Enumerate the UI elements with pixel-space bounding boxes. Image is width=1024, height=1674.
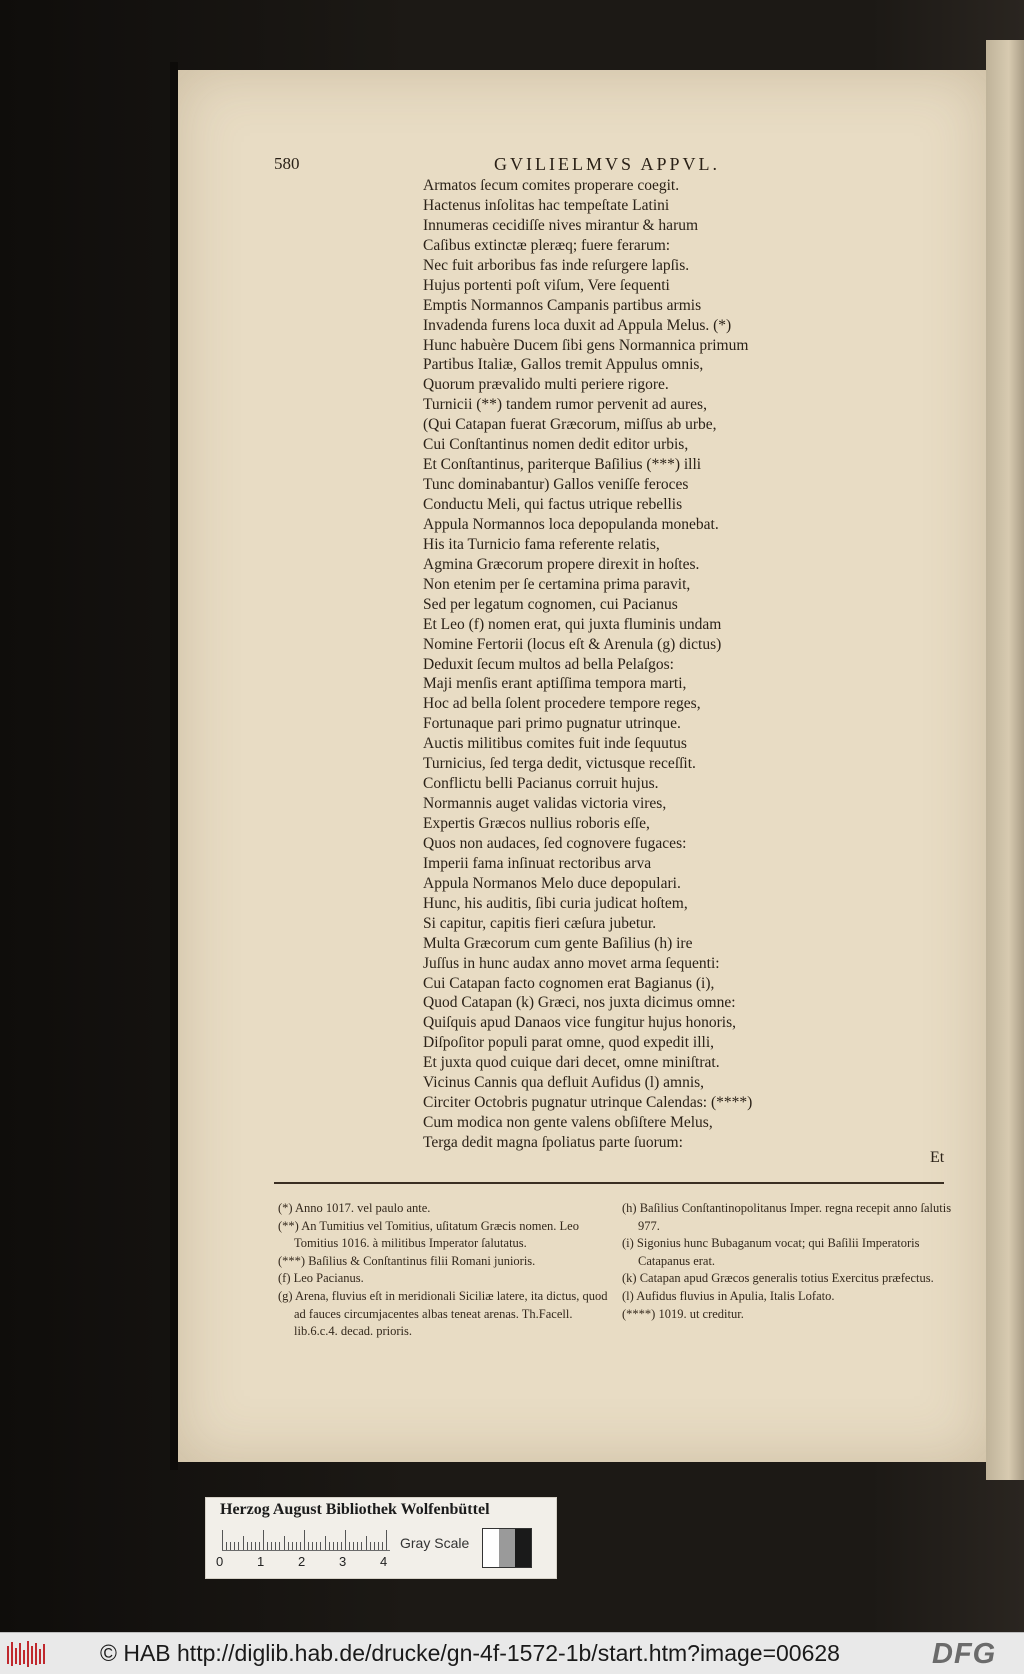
ruler-number: 0: [216, 1554, 224, 1569]
footnote: (l) Aufidus fluvius in Apulia, Italis Lofato.: [622, 1288, 835, 1303]
viewer-footer: [0, 1632, 1024, 1674]
ruler-tick: [292, 1542, 293, 1550]
ruler-tick: [243, 1536, 244, 1550]
ruler-tick: [341, 1542, 342, 1550]
gray-swatch-cell: [499, 1529, 515, 1567]
verse-line: Expertis Græcos nullius roboris eſſe,: [423, 815, 650, 832]
verse-line: Nomine Fertorii (locus eſt & Arenula (g) dictus): [423, 635, 722, 653]
verse-line: Hunc, his auditis, ſibi curia judicat hoſtem,: [423, 894, 688, 912]
verse-line: Hunc habuère Ducem ſibi gens Normannica primum: [423, 336, 749, 354]
facing-page-edge: [986, 40, 1024, 1480]
verse-line: Et Conſtantinus, pariterque Baſilius (***) illi: [423, 456, 702, 474]
ruler-tick: [267, 1542, 268, 1550]
verse-line: Juſſus in hunc audax anno movet arma ſequenti:: [423, 954, 720, 972]
ruler-tick: [279, 1542, 280, 1550]
verse-line: Sed per legatum cognomen, cui Pacianus: [423, 595, 678, 613]
ruler-tick: [345, 1530, 346, 1550]
ruler-tick: [386, 1530, 387, 1550]
ruler-tick: [374, 1542, 375, 1550]
footnote: (k) Catapan apud Græcos generalis totius Exercitus præfectus.: [622, 1271, 934, 1286]
verse-line: Circiter Octobris pugnatur utrinque Calendas: (****): [423, 1094, 753, 1112]
verse-line: Et Leo (f) nomen erat, qui juxta fluminis undam: [423, 615, 722, 633]
gray-swatch-cell: [483, 1529, 499, 1567]
ruler-tick: [337, 1542, 338, 1550]
running-title: GVILIELMVS APPVL.: [494, 154, 721, 174]
ruler-tick: [238, 1542, 239, 1550]
footnotes-left-column: [278, 1200, 608, 1341]
ruler-tick: [222, 1530, 223, 1550]
verse-line: Armatos ſecum comites properare coegit.: [423, 177, 680, 194]
ruler-number: 4: [380, 1554, 388, 1569]
ruler-tick: [296, 1542, 297, 1550]
ruler-tick: [275, 1542, 276, 1550]
poem-text: [423, 176, 843, 1153]
verse-line: Cui Catapan facto cognomen erat Bagianus (i),: [423, 974, 715, 992]
verse-line: Multa Græcorum cum gente Baſilius (h) ire: [423, 934, 693, 952]
gray-scale-swatch: [482, 1528, 532, 1568]
source-url[interactable]: © HAB http://diglib.hab.de/drucke/gn-4f-1572-1b/start.htm?image=00628: [100, 1640, 840, 1666]
ruler-tick: [226, 1542, 227, 1550]
ruler-number: 1: [257, 1554, 265, 1569]
verse-line: His ita Turnicio fama referente relatis,: [423, 535, 660, 553]
verse-line: Auctis militibus comites fuit inde ſequutus: [423, 735, 687, 753]
page-number: 580: [274, 154, 300, 173]
ruler-tick: [288, 1542, 289, 1550]
verse-line: Si capitur, capitis fieri cæſura jubetur.: [423, 914, 657, 932]
ruler-number: 3: [339, 1554, 347, 1569]
ruler-tick: [234, 1542, 235, 1550]
verse-line: Imperii fama inſinuat rectoribus arva: [423, 854, 652, 872]
verse-line: Cum modica non gente valens obſiſtere Melus,: [423, 1114, 713, 1132]
verse-line: Quos non audaces, ſed cognovere fugaces:: [423, 834, 687, 852]
verse-line: Diſpoſitor populi parat omne, quod expedit illi,: [423, 1034, 715, 1052]
verse-line: Et juxta quod cuique dari decet, omne miniſtrat.: [423, 1054, 720, 1072]
ruler-tick: [353, 1542, 354, 1550]
footnotes-right-column: [622, 1200, 952, 1323]
verse-line: Normannis auget validas victoria vires,: [423, 795, 667, 813]
hab-barcode-logo-icon: [6, 1640, 48, 1668]
verse-line: (Qui Catapan fuerat Græcorum, miſſus ab urbe,: [423, 416, 717, 434]
verse-line: Hactenus inſolitas hac tempeſtate Latini: [423, 196, 670, 214]
ruler-tick: [366, 1536, 367, 1550]
verse-line: Vicinus Cannis qua defluit Aufidus (l) amnis,: [423, 1074, 705, 1092]
gray-scale-label: Gray Scale: [400, 1535, 470, 1551]
verse-line: Cui Conſtantinus nomen dedit editor urbis,: [423, 436, 689, 454]
verse-line: Invadenda furens loca duxit ad Appula Melus. (*): [423, 316, 732, 334]
verse-line: Tunc dominabantur) Gallos veniſſe feroces: [423, 476, 689, 494]
ruler-tick: [271, 1542, 272, 1550]
ruler-tick: [320, 1542, 321, 1550]
verse-line: Maji menſis erant aptiſſima tempora marti,: [423, 675, 687, 693]
footnote: (f) Leo Pacianus.: [278, 1271, 364, 1286]
verse-line: Appula Normanos Melo duce depopulari.: [423, 874, 681, 892]
footnote-rule: [274, 1182, 944, 1184]
verse-line: Quorum prævalido multi periere rigore.: [423, 376, 669, 394]
footnote: (*) Anno 1017. vel paulo ante.: [278, 1201, 431, 1215]
gray-swatch-cell: [515, 1529, 531, 1567]
verse-line: Non etenim per ſe certamina prima paravit,: [423, 575, 691, 593]
ruler-tick: [316, 1542, 317, 1550]
ruler-tick: [308, 1542, 309, 1550]
ruler-tick: [251, 1542, 252, 1550]
verse-line: Caſibus extinctæ pleræq; fuere ferarum:: [423, 236, 671, 254]
verse-line: Appula Normannos loca depopulanda monebat.: [423, 515, 719, 533]
ruler-tick: [333, 1542, 334, 1550]
ruler-tick: [361, 1542, 362, 1550]
ruler-tick: [304, 1530, 305, 1550]
ruler-tick: [230, 1542, 231, 1550]
ruler-tick: [255, 1542, 256, 1550]
verse-line: Turnicii (**) tandem rumor pervenit ad aures,: [423, 396, 707, 414]
verse-line: Fortunaque pari primo pugnatur utrinque.: [423, 715, 681, 733]
footnote: (g) Arena, fluvius eſt in meridionali Siciliæ latere, ita dictus, quod ad fauces circumjacentes albas teneat arenas. Th.Facell. lib.6.c.4. decad. prioris.: [278, 1288, 608, 1339]
ruler-tick: [284, 1536, 285, 1550]
footnote: (i) Sigonius hunc Bubaganum vocat; qui Baſilii Imperatoris Catapanus erat.: [622, 1236, 920, 1268]
dfg-logo: DFG: [932, 1638, 997, 1670]
verse-line: Quod Catapan (k) Græci, nos juxta dicimus omne:: [423, 994, 736, 1012]
verse-line: Agmina Græcorum propere direxit in hoſtes.: [423, 555, 700, 573]
cm-ruler: [222, 1528, 390, 1551]
verse-line: Turnicius, ſed terga dedit, victusque receſſit.: [423, 755, 696, 773]
ruler-tick: [247, 1542, 248, 1550]
verse-line: Conflictu belli Pacianus corruit hujus.: [423, 775, 659, 793]
ruler-tick: [300, 1542, 301, 1550]
ruler-tick: [259, 1542, 260, 1550]
ruler-tick: [329, 1542, 330, 1550]
footnote: (h) Baſilius Conſtantinopolitanus Imper. regna recepit anno ſalutis 977.: [622, 1201, 952, 1233]
library-scale-card: [205, 1497, 557, 1579]
verse-line: Terga dedit magna ſpoliatus parte ſuorum:: [423, 1134, 683, 1151]
ruler-number: 2: [298, 1554, 306, 1569]
library-name: Herzog August Bibliothek Wolfenbüttel: [220, 1501, 490, 1518]
footnote: (****) 1019. ut creditur.: [622, 1306, 744, 1321]
verse-line: Quiſquis apud Danaos vice fungitur hujus honoris,: [423, 1014, 736, 1032]
footnote: (***) Baſilius & Conſtantinus filii Romani junioris.: [278, 1253, 536, 1268]
page-left-shadow: [170, 62, 178, 1470]
verse-line: Innumeras cecidiſſe nives mirantur & harum: [423, 216, 699, 234]
catchword: Et: [930, 1149, 945, 1166]
page-header: [274, 154, 926, 178]
ruler-tick: [370, 1542, 371, 1550]
ruler-tick: [325, 1536, 326, 1550]
verse-line: Emptis Normannos Campanis partibus armis: [423, 296, 702, 314]
ruler-tick: [357, 1542, 358, 1550]
ruler-tick: [378, 1542, 379, 1550]
ruler-tick: [349, 1542, 350, 1550]
verse-line: Hujus portenti poſt viſum, Vere ſequenti: [423, 276, 670, 294]
verse-line: Nec fuit arboribus fas inde reſurgere lapſis.: [423, 256, 690, 274]
verse-line: Hoc ad bella ſolent procedere tempore reges,: [423, 695, 701, 713]
verse-line: Deduxit ſecum multos ad bella Pelaſgos:: [423, 655, 674, 673]
verse-line: Partibus Italiæ, Gallos tremit Appulus omnis,: [423, 356, 704, 374]
footnote: (**) An Tumitius vel Tomitius, uſitatum Græcis nomen. Leo Tomitius 1016. à militibus Imperator ſalutatus.: [278, 1218, 579, 1251]
ruler-tick: [312, 1542, 313, 1550]
ruler-tick: [382, 1542, 383, 1550]
ruler-tick: [263, 1530, 264, 1550]
book-page: [178, 70, 986, 1462]
verse-line: Conductu Meli, qui factus utrique rebellis: [423, 496, 683, 513]
